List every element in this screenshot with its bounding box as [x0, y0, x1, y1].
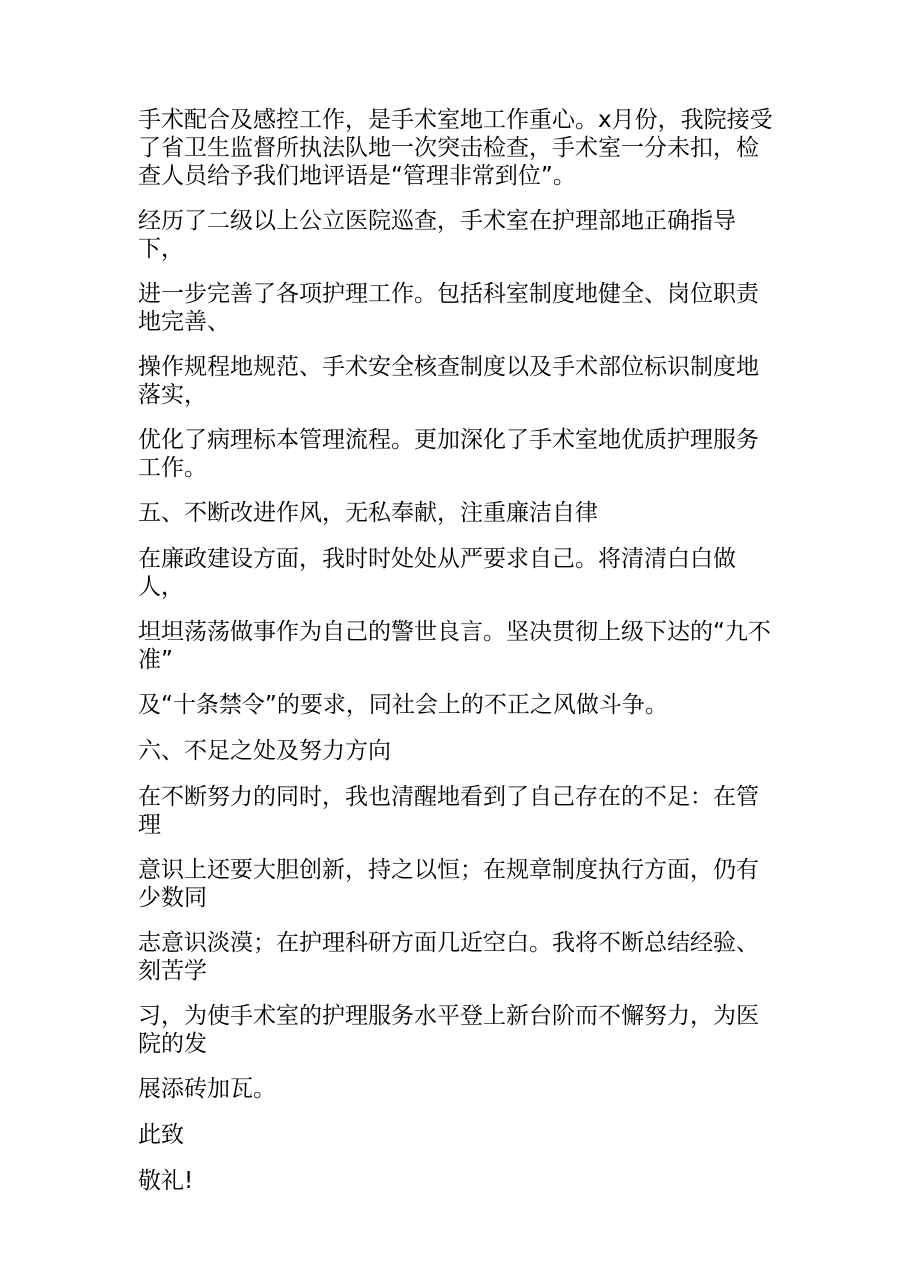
- section-heading-5: 五、不断改进作风，无私奉献，注重廉洁自律: [138, 500, 598, 526]
- paragraph-13: 展添砖加瓦。: [138, 1076, 276, 1102]
- paragraph-5: 优化了病理标本管理流程。更加深化了手术室地优质护理服务工作。: [138, 427, 759, 481]
- paragraph-6: 在廉政建设方面，我时时处处从严要求自己。将清清白白做人，: [138, 546, 736, 600]
- section-heading-6: 六、不足之处及努力方向: [138, 738, 391, 764]
- paragraph-3: 进一步完善了各项护理工作。包括科室制度地健全、岗位职责地完善、: [138, 281, 759, 335]
- paragraph-10: 意识上还要大胆创新，持之以恒；在规章制度执行方面，仍有少数同: [138, 857, 759, 911]
- closing-salutation: 此致: [138, 1122, 184, 1148]
- paragraph-1: 手术配合及感控工作，是手术室地工作重心。x月份，我院接受了省卫生监督所执法队地一次突击检查，手术室一分未扣，检查人员给予我们地评语是“管理非常到位”。: [138, 107, 773, 189]
- paragraph-7: 坦坦荡荡做事作为自己的警世良言。坚决贯彻上级下达的“九不准”: [138, 619, 771, 673]
- closing-regards: 敬礼!: [138, 1168, 194, 1194]
- paragraph-8: 及“十条禁令”的要求，同社会上的不正之风做斗争。: [138, 692, 668, 718]
- paragraph-11: 志意识淡漠；在护理科研方面几近空白。我将不断总结经验、刻苦学: [138, 930, 759, 984]
- paragraph-9: 在不断努力的同时，我也清醒地看到了自己存在的不足：在管理: [138, 784, 759, 838]
- paragraph-2: 经历了二级以上公立医院巡查，手术室在护理部地正确指导下，: [138, 208, 736, 262]
- paragraph-12: 习，为使手术室的护理服务水平登上新台阶而不懈努力，为医院的发: [138, 1003, 759, 1057]
- document-body: [138, 106, 778, 1213]
- paragraph-4: 操作规程地规范、手术安全核查制度以及手术部位标识制度地落实，: [138, 354, 759, 408]
